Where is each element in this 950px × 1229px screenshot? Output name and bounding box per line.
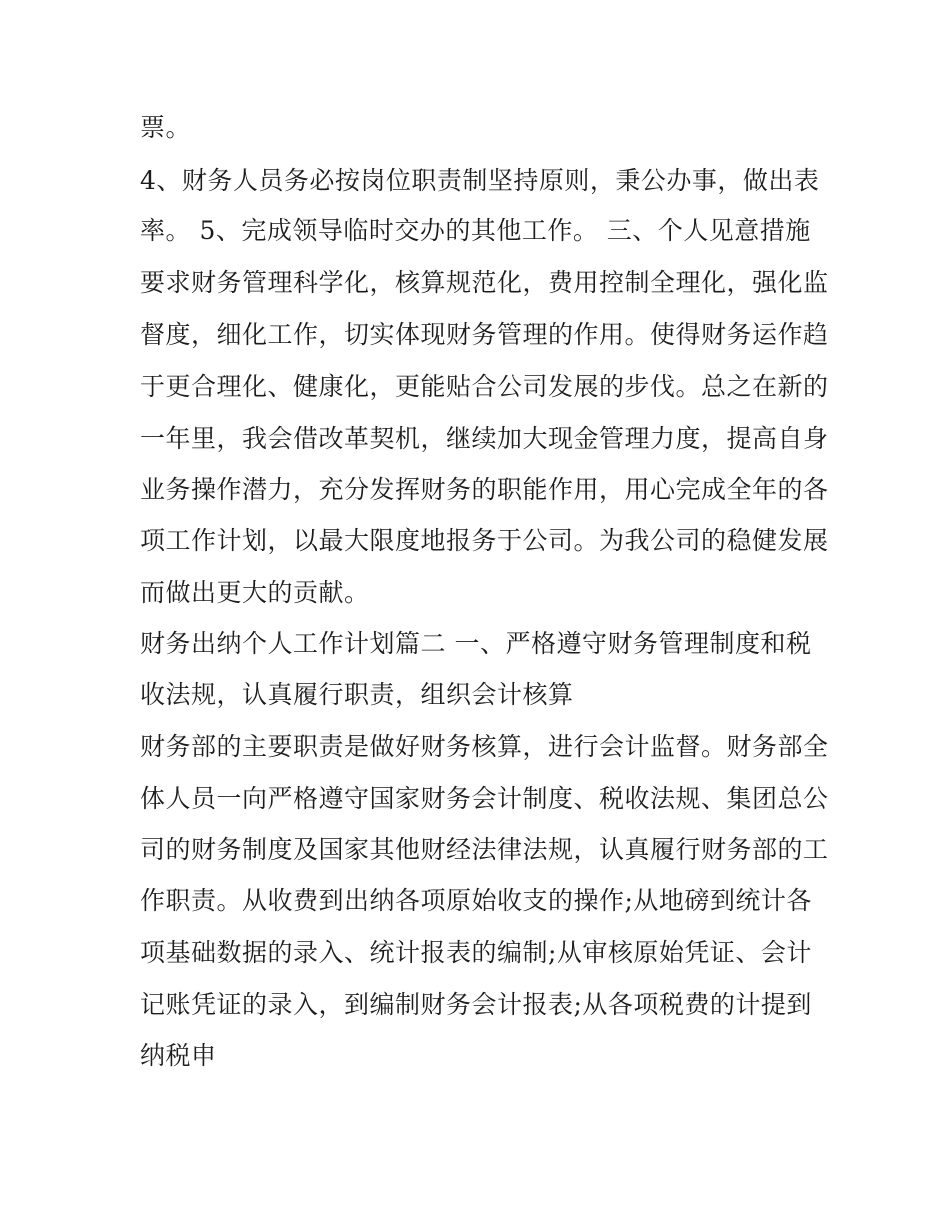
- text-line: 司的财务制度及国家其他财经法律法规，认真履行财务部的工: [140, 835, 829, 864]
- text-line: 作职责。从收费到出纳各项原始收支的操作;从地磅到统计各: [140, 886, 812, 915]
- text-line: 记账凭证的录入，到编制财务会计报表;从各项税费的计提到: [140, 990, 812, 1019]
- text-line: 票。: [140, 113, 192, 142]
- text-line: 而做出更大的贡献。: [140, 578, 370, 607]
- text-line: 要求财务管理科学化，核算规范化，费用控制全理化，强化监: [140, 268, 829, 297]
- text-line: 于更合理化、健康化，更能贴合公司发展的步伐。总之在新的: [140, 372, 829, 401]
- text-line: 收法规，认真履行职责，组织会计核算: [140, 680, 574, 709]
- text-line: 4、财务人员务必按岗位职责制坚持原则，秉公办事，做出表: [140, 166, 820, 195]
- text-line: 项工作计划，以最大限度地报务于公司。为我公司的稳健发展: [140, 526, 829, 555]
- text-line: 项基础数据的录入、统计报表的编制;从审核原始凭证、会计: [140, 938, 812, 967]
- text-line: 一年里，我会借改革契机，继续加大现金管理力度，提高自身: [140, 424, 829, 453]
- text-line: 财务部的主要职责是做好财务核算，进行会计监督。财务部全: [140, 732, 829, 761]
- text-line: 督度，细化工作，切实体现财务管理的作用。使得财务运作趋: [140, 320, 829, 349]
- text-line: 财务出纳个人工作计划篇二 一、严格遵守财务管理制度和税: [140, 629, 812, 658]
- text-line: 纳税申: [140, 1041, 217, 1070]
- text-line: 率。 5、完成领导临时交办的其他工作。 三、个人见意措施: [140, 216, 811, 245]
- text-line: 体人员一向严格遵守国家财务会计制度、税收法规、集团总公: [140, 784, 829, 813]
- text-line: 业务操作潜力，充分发挥财务的职能作用，用心完成全年的各: [140, 475, 829, 504]
